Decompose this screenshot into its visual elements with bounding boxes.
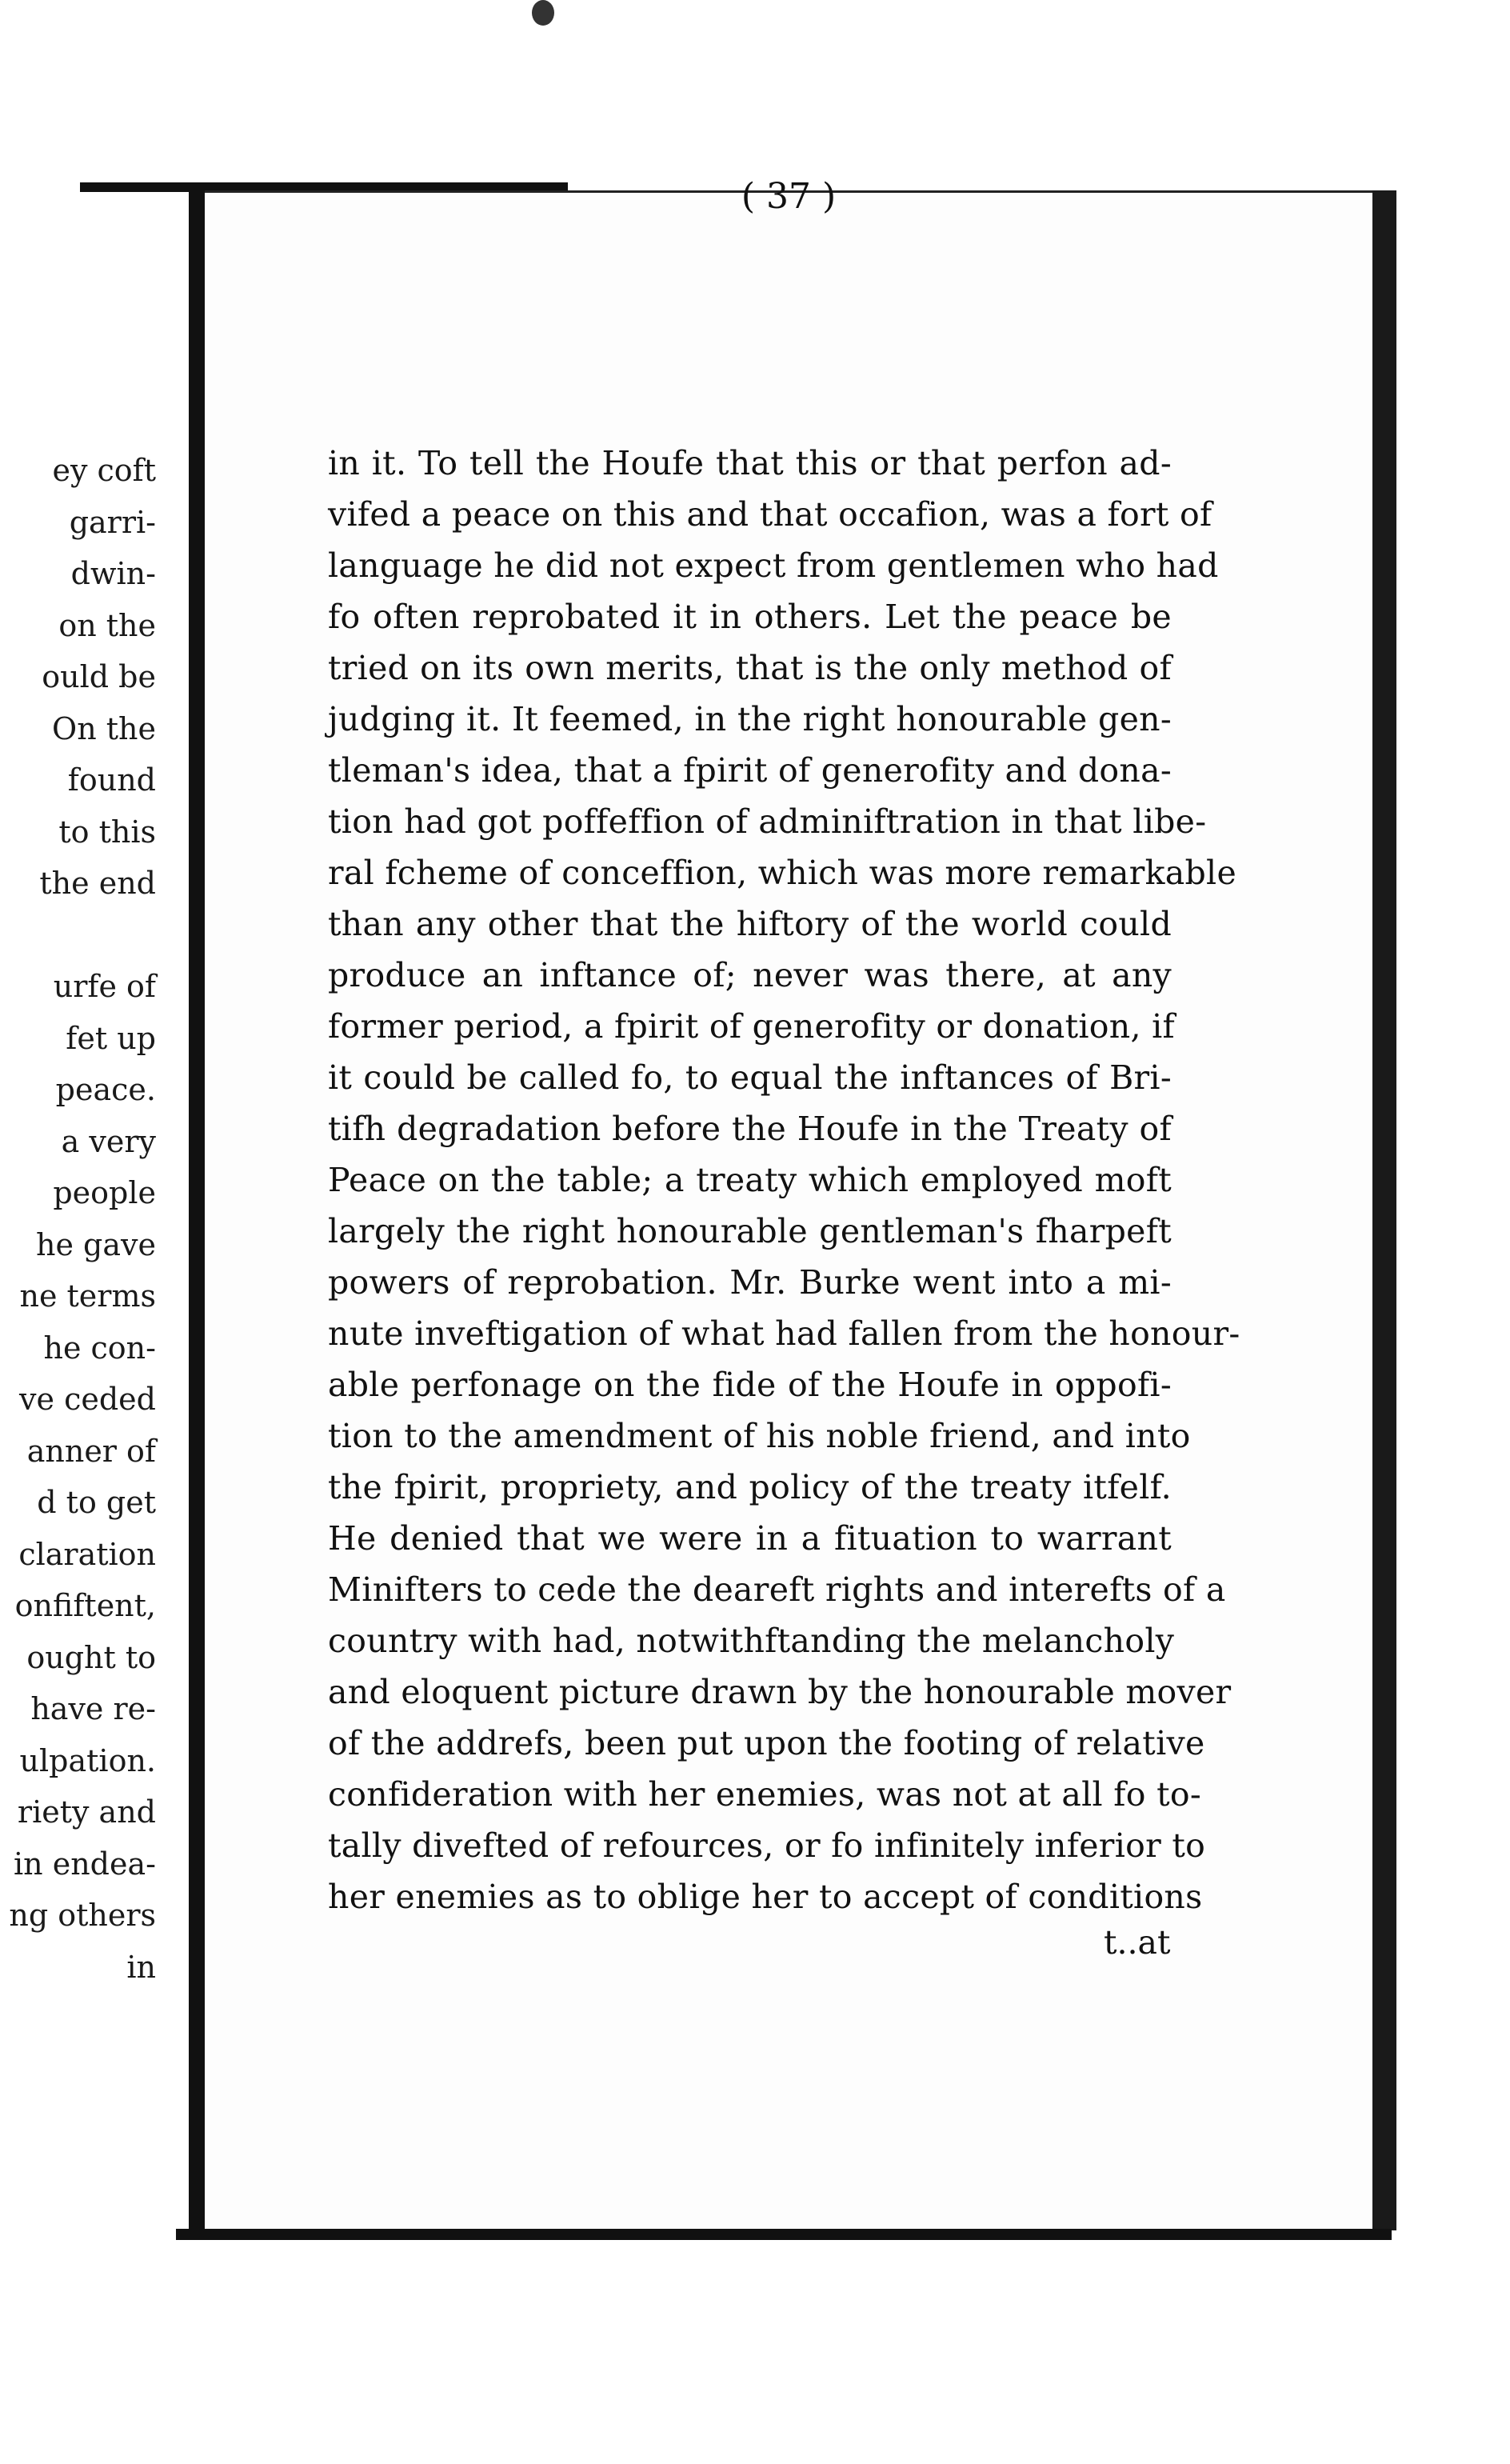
text-line: of the addrefs, been put upon the footing of relative [328,1724,1205,1762]
left-page-line: fet up [66,1020,156,1056]
text-line: in it. To tell the Houfe that this or that perfon ad- [328,444,1172,482]
text-line: nute inveftigation of what had fallen from the honour- [328,1314,1240,1353]
text-line: than any other that the hiftory of the world could [328,905,1172,943]
left-page-line: on the [58,607,156,643]
left-page-line: people [53,1175,156,1210]
text-line: He denied that we were in a fituation to warrant [328,1519,1172,1558]
bottom-rule [176,2229,1392,2240]
left-page-line: have re- [30,1691,156,1726]
text-line: tion had got poffeffion of adminiftration in that libe- [328,802,1207,841]
text-line: tion to the amendment of his noble friend, and into [328,1417,1191,1455]
left-page-line: in [126,1949,156,1985]
text-line: ral fcheme of conceffion, which was more remarkable [328,854,1237,892]
text-line: fo often reprobated it in others. Let the peace be [328,598,1172,636]
book-spine [189,189,205,2237]
text-line: tleman's idea, that a fpirit of generofity and dona- [328,751,1172,790]
left-page-line: the end [39,866,156,901]
left-page-line: he gave [36,1226,156,1262]
left-page-line: ould be [42,659,156,694]
left-page-line: claration [18,1536,156,1572]
left-page-line: dwin- [70,556,156,591]
left-page-line: ng others [9,1898,156,1933]
left-page-line: ought to [26,1639,156,1675]
text-line: largely the right honourable gentleman's fharpeft [328,1212,1172,1250]
text-line: judging it. It feemed, in the right honourable gen- [328,700,1172,738]
text-line: Peace on the table; a treaty which employed moft [328,1161,1172,1199]
left-page-line: in endea- [14,1846,156,1882]
catchword: t..at [1104,1923,1171,1962]
page-edge [1372,190,1396,2230]
text-line: language he did not expect from gentlemen who had [328,546,1219,585]
left-page-line: peace. [55,1072,156,1107]
text-line: powers of reprobation. Mr. Burke went into a mi- [328,1263,1172,1302]
left-page-line: d to get [37,1485,156,1520]
text-line: vifed a peace on this and that occafion, was a fort of [328,495,1212,534]
left-page-line: ey coft [52,453,156,488]
left-page-fragment [0,0,196,2464]
text-line: it could be called fo, to equal the inftances of Bri- [328,1058,1172,1097]
ink-blot [532,0,554,26]
left-page-line: ulpation. [19,1742,156,1778]
text-line: and eloquent picture drawn by the honourable mover [328,1673,1232,1711]
left-page-line: garri- [69,504,156,540]
text-line: her enemies as to oblige her to accept of conditions [328,1878,1203,1916]
left-page-line: he con- [43,1330,156,1366]
left-page-line: On the [52,710,156,746]
text-line: produce an inftance of; never was there, at any [328,956,1172,994]
left-page-line: ne terms [19,1278,156,1314]
text-line: Minifters to cede the deareft rights and interefts of a [328,1570,1226,1609]
left-page-line: found [67,762,156,798]
text-line: tried on its own merits, that is the only method of [328,649,1172,687]
text-line: former period, a fpirit of generofity or donation, if [328,1007,1176,1046]
body-text [328,438,1240,1922]
left-page-line: urfe of [53,969,156,1004]
left-page-line: riety and [17,1794,156,1830]
left-page-line: a very [61,1123,156,1159]
text-line: tally divefted of refources, or fo infinitely inferior to [328,1826,1206,1865]
text-line: confideration with her enemies, was not at all fo to- [328,1775,1201,1814]
left-page-line: onfiftent, [14,1588,156,1623]
text-line: country with had, notwithftanding the melancholy [328,1622,1175,1660]
text-line: the fpirit, propriety, and policy of the treaty itfelf. [328,1468,1172,1506]
text-line: tifh degradation before the Houfe in the Treaty of [328,1110,1172,1148]
left-page-line: ve ceded [19,1382,156,1417]
left-page-line: to this [58,814,156,850]
page-number: ( 37 ) [741,176,837,217]
left-page-line: anner of [26,1433,156,1469]
text-line: able perfonage on the fide of the Houfe in oppofi- [328,1366,1172,1404]
